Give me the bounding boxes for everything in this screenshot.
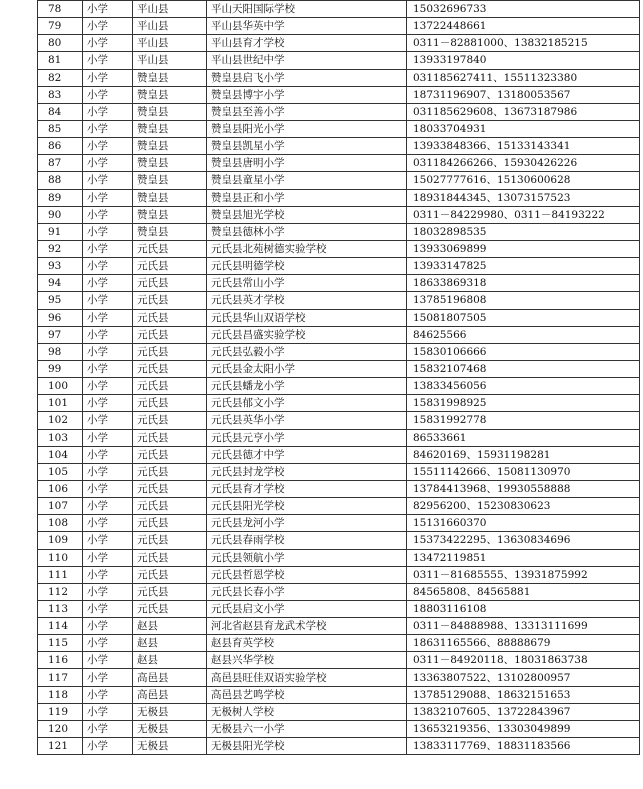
school-level-cell: 小学 bbox=[83, 69, 133, 86]
phone-cell: 0311－84888988、13313111699 bbox=[407, 618, 640, 635]
school-name-cell: 赵县兴华学校 bbox=[207, 652, 407, 669]
phone-cell: 031184266266、15930426226 bbox=[407, 155, 640, 172]
phone-cell: 13833117769、18831183566 bbox=[407, 738, 640, 755]
table-row bbox=[38, 635, 640, 652]
school-name-cell: 元氏县哲恩学校 bbox=[207, 566, 407, 583]
county-cell: 元氏县 bbox=[133, 583, 207, 600]
school-name-cell: 元氏县英才学校 bbox=[207, 292, 407, 309]
table-row bbox=[38, 412, 640, 429]
phone-cell: 15830106666 bbox=[407, 343, 640, 360]
school-level-cell: 小学 bbox=[83, 532, 133, 549]
school-level-cell: 小学 bbox=[83, 120, 133, 137]
school-name-cell: 赞皇县德林小学 bbox=[207, 223, 407, 240]
school-name-cell: 平山县世纪中学 bbox=[207, 52, 407, 69]
table-row bbox=[38, 326, 640, 343]
phone-cell: 13784413968、19930558888 bbox=[407, 480, 640, 497]
school-name-cell: 元氏县德才中学 bbox=[207, 446, 407, 463]
school-level-cell: 小学 bbox=[83, 1, 133, 18]
school-level-cell: 小学 bbox=[83, 86, 133, 103]
table-row bbox=[38, 258, 640, 275]
phone-cell: 84620169、15931198281 bbox=[407, 446, 640, 463]
row-number-cell: 103 bbox=[38, 429, 83, 446]
table-row bbox=[38, 549, 640, 566]
row-number-cell: 92 bbox=[38, 240, 83, 257]
phone-cell: 15832107468 bbox=[407, 360, 640, 377]
school-level-cell: 小学 bbox=[83, 275, 133, 292]
row-number-cell: 94 bbox=[38, 275, 83, 292]
row-number-cell: 88 bbox=[38, 172, 83, 189]
county-cell: 元氏县 bbox=[133, 515, 207, 532]
school-name-cell: 高邑县旺佳双语实验学校 bbox=[207, 669, 407, 686]
table-row bbox=[38, 652, 640, 669]
phone-cell: 15032696733 bbox=[407, 1, 640, 18]
phone-cell: 13933848366、15133143341 bbox=[407, 138, 640, 155]
school-name-cell: 平山县华英中学 bbox=[207, 18, 407, 35]
row-number-cell: 87 bbox=[38, 155, 83, 172]
school-level-cell: 小学 bbox=[83, 635, 133, 652]
table-row bbox=[38, 120, 640, 137]
phone-cell: 18731196907、13180053567 bbox=[407, 86, 640, 103]
school-name-cell: 赞皇县博宇小学 bbox=[207, 86, 407, 103]
school-name-cell: 元氏县弘毅小学 bbox=[207, 343, 407, 360]
table-row bbox=[38, 618, 640, 635]
table-row bbox=[38, 275, 640, 292]
row-number-cell: 83 bbox=[38, 86, 83, 103]
county-cell: 高邑县 bbox=[133, 686, 207, 703]
school-name-cell: 元氏县春雨学校 bbox=[207, 532, 407, 549]
table-row bbox=[38, 343, 640, 360]
phone-cell: 13933197840 bbox=[407, 52, 640, 69]
school-name-cell: 河北省赵县育龙武术学校 bbox=[207, 618, 407, 635]
county-cell: 赞皇县 bbox=[133, 69, 207, 86]
row-number-cell: 100 bbox=[38, 378, 83, 395]
row-number-cell: 119 bbox=[38, 703, 83, 720]
county-cell: 元氏县 bbox=[133, 240, 207, 257]
phone-cell: 82956200、15230830623 bbox=[407, 498, 640, 515]
school-name-cell: 元氏县郁文小学 bbox=[207, 395, 407, 412]
row-number-cell: 97 bbox=[38, 326, 83, 343]
phone-cell: 13363807522、13102800957 bbox=[407, 669, 640, 686]
school-level-cell: 小学 bbox=[83, 703, 133, 720]
row-number-cell: 117 bbox=[38, 669, 83, 686]
phone-cell: 18931844345、13073157523 bbox=[407, 189, 640, 206]
table-row bbox=[38, 18, 640, 35]
row-number-cell: 99 bbox=[38, 360, 83, 377]
county-cell: 元氏县 bbox=[133, 446, 207, 463]
school-level-cell: 小学 bbox=[83, 549, 133, 566]
table-row bbox=[38, 463, 640, 480]
table-row bbox=[38, 35, 640, 52]
school-level-cell: 小学 bbox=[83, 669, 133, 686]
school-level-cell: 小学 bbox=[83, 446, 133, 463]
school-name-cell: 元氏县金太阳小学 bbox=[207, 360, 407, 377]
school-level-cell: 小学 bbox=[83, 206, 133, 223]
phone-cell: 18631165566、88888679 bbox=[407, 635, 640, 652]
school-name-cell: 无极树人学校 bbox=[207, 703, 407, 720]
table-row bbox=[38, 395, 640, 412]
row-number-cell: 107 bbox=[38, 498, 83, 515]
county-cell: 赞皇县 bbox=[133, 172, 207, 189]
phone-cell: 0311－84229980、0311－84193222 bbox=[407, 206, 640, 223]
phone-cell: 18803116108 bbox=[407, 600, 640, 617]
county-cell: 元氏县 bbox=[133, 360, 207, 377]
school-level-cell: 小学 bbox=[83, 138, 133, 155]
row-number-cell: 95 bbox=[38, 292, 83, 309]
phone-cell: 84565808、84565881 bbox=[407, 583, 640, 600]
row-number-cell: 89 bbox=[38, 189, 83, 206]
school-name-cell: 赞皇县凯星小学 bbox=[207, 138, 407, 155]
row-number-cell: 82 bbox=[38, 69, 83, 86]
school-name-cell: 元氏县常山小学 bbox=[207, 275, 407, 292]
school-level-cell: 小学 bbox=[83, 463, 133, 480]
phone-cell: 13833456056 bbox=[407, 378, 640, 395]
phone-cell: 13722448661 bbox=[407, 18, 640, 35]
county-cell: 元氏县 bbox=[133, 343, 207, 360]
school-name-cell: 赞皇县正和小学 bbox=[207, 189, 407, 206]
phone-cell: 18032898535 bbox=[407, 223, 640, 240]
school-level-cell: 小学 bbox=[83, 172, 133, 189]
school-name-cell: 无极县阳光学校 bbox=[207, 738, 407, 755]
school-name-cell: 无极县六一小学 bbox=[207, 720, 407, 737]
phone-cell: 15027777616、15130600628 bbox=[407, 172, 640, 189]
table-row bbox=[38, 69, 640, 86]
row-number-cell: 98 bbox=[38, 343, 83, 360]
school-name-cell: 元氏县北苑树德实验学校 bbox=[207, 240, 407, 257]
table-row bbox=[38, 669, 640, 686]
table-row bbox=[38, 86, 640, 103]
county-cell: 赞皇县 bbox=[133, 155, 207, 172]
table-row bbox=[38, 738, 640, 755]
county-cell: 元氏县 bbox=[133, 600, 207, 617]
table-row bbox=[38, 172, 640, 189]
table-row bbox=[38, 378, 640, 395]
phone-cell: 13472119851 bbox=[407, 549, 640, 566]
row-number-cell: 86 bbox=[38, 138, 83, 155]
row-number-cell: 121 bbox=[38, 738, 83, 755]
county-cell: 元氏县 bbox=[133, 549, 207, 566]
school-name-cell: 元氏县英华小学 bbox=[207, 412, 407, 429]
school-level-cell: 小学 bbox=[83, 720, 133, 737]
school-name-cell: 赞皇县童星小学 bbox=[207, 172, 407, 189]
school-name-cell: 元氏县元亨小学 bbox=[207, 429, 407, 446]
row-number-cell: 79 bbox=[38, 18, 83, 35]
school-name-cell: 元氏县华山双语学校 bbox=[207, 309, 407, 326]
school-level-cell: 小学 bbox=[83, 18, 133, 35]
school-level-cell: 小学 bbox=[83, 652, 133, 669]
table-row bbox=[38, 446, 640, 463]
school-level-cell: 小学 bbox=[83, 309, 133, 326]
county-cell: 无极县 bbox=[133, 720, 207, 737]
phone-cell: 15131660370 bbox=[407, 515, 640, 532]
table-row bbox=[38, 189, 640, 206]
table-row bbox=[38, 292, 640, 309]
school-name-cell: 赞皇县阳光小学 bbox=[207, 120, 407, 137]
county-cell: 赵县 bbox=[133, 652, 207, 669]
phone-cell: 13653219356、13303049899 bbox=[407, 720, 640, 737]
table-row bbox=[38, 583, 640, 600]
school-level-cell: 小学 bbox=[83, 378, 133, 395]
row-number-cell: 101 bbox=[38, 395, 83, 412]
county-cell: 元氏县 bbox=[133, 292, 207, 309]
county-cell: 赞皇县 bbox=[133, 103, 207, 120]
phone-cell: 0311－82881000、13832185215 bbox=[407, 35, 640, 52]
school-name-cell: 元氏县育才学校 bbox=[207, 480, 407, 497]
row-number-cell: 91 bbox=[38, 223, 83, 240]
table-row bbox=[38, 498, 640, 515]
table-row bbox=[38, 703, 640, 720]
table-row bbox=[38, 566, 640, 583]
row-number-cell: 78 bbox=[38, 1, 83, 18]
phone-cell: 86533661 bbox=[407, 429, 640, 446]
school-name-cell: 平山天阳国际学校 bbox=[207, 1, 407, 18]
county-cell: 高邑县 bbox=[133, 669, 207, 686]
table-row bbox=[38, 532, 640, 549]
county-cell: 元氏县 bbox=[133, 463, 207, 480]
school-level-cell: 小学 bbox=[83, 515, 133, 532]
school-name-cell: 元氏县蟠龙小学 bbox=[207, 378, 407, 395]
school-name-cell: 元氏县明德学校 bbox=[207, 258, 407, 275]
school-level-cell: 小学 bbox=[83, 498, 133, 515]
phone-cell: 15373422295、13630834696 bbox=[407, 532, 640, 549]
phone-cell: 15081807505 bbox=[407, 309, 640, 326]
county-cell: 无极县 bbox=[133, 703, 207, 720]
school-name-cell: 元氏县封龙学校 bbox=[207, 463, 407, 480]
county-cell: 元氏县 bbox=[133, 309, 207, 326]
county-cell: 平山县 bbox=[133, 35, 207, 52]
county-cell: 平山县 bbox=[133, 1, 207, 18]
row-number-cell: 112 bbox=[38, 583, 83, 600]
table-row bbox=[38, 223, 640, 240]
county-cell: 赵县 bbox=[133, 635, 207, 652]
phone-cell: 84625566 bbox=[407, 326, 640, 343]
county-cell: 元氏县 bbox=[133, 326, 207, 343]
phone-cell: 13933147825 bbox=[407, 258, 640, 275]
phone-cell: 13933069899 bbox=[407, 240, 640, 257]
row-number-cell: 81 bbox=[38, 52, 83, 69]
phone-cell: 13832107605、13722843967 bbox=[407, 703, 640, 720]
table-row bbox=[38, 1, 640, 18]
school-level-cell: 小学 bbox=[83, 566, 133, 583]
school-name-cell: 元氏县领航小学 bbox=[207, 549, 407, 566]
school-name-cell: 赵县育英学校 bbox=[207, 635, 407, 652]
school-level-cell: 小学 bbox=[83, 52, 133, 69]
row-number-cell: 111 bbox=[38, 566, 83, 583]
school-name-cell: 元氏县昌盛实验学校 bbox=[207, 326, 407, 343]
school-level-cell: 小学 bbox=[83, 395, 133, 412]
row-number-cell: 115 bbox=[38, 635, 83, 652]
row-number-cell: 120 bbox=[38, 720, 83, 737]
school-level-cell: 小学 bbox=[83, 480, 133, 497]
row-number-cell: 96 bbox=[38, 309, 83, 326]
row-number-cell: 93 bbox=[38, 258, 83, 275]
school-level-cell: 小学 bbox=[83, 103, 133, 120]
table-row bbox=[38, 360, 640, 377]
school-name-cell: 赞皇县唐明小学 bbox=[207, 155, 407, 172]
school-level-cell: 小学 bbox=[83, 429, 133, 446]
row-number-cell: 105 bbox=[38, 463, 83, 480]
county-cell: 赵县 bbox=[133, 618, 207, 635]
school-name-cell: 平山县育才学校 bbox=[207, 35, 407, 52]
table-row bbox=[38, 515, 640, 532]
table-row bbox=[38, 155, 640, 172]
row-number-cell: 108 bbox=[38, 515, 83, 532]
school-level-cell: 小学 bbox=[83, 343, 133, 360]
county-cell: 赞皇县 bbox=[133, 86, 207, 103]
county-cell: 平山县 bbox=[133, 18, 207, 35]
school-level-cell: 小学 bbox=[83, 326, 133, 343]
school-name-cell: 元氏县阳光学校 bbox=[207, 498, 407, 515]
school-name-cell: 赞皇县启飞小学 bbox=[207, 69, 407, 86]
county-cell: 元氏县 bbox=[133, 480, 207, 497]
row-number-cell: 114 bbox=[38, 618, 83, 635]
table-body bbox=[38, 1, 640, 755]
table-row bbox=[38, 309, 640, 326]
school-level-cell: 小学 bbox=[83, 686, 133, 703]
table-row bbox=[38, 138, 640, 155]
school-level-cell: 小学 bbox=[83, 155, 133, 172]
row-number-cell: 85 bbox=[38, 120, 83, 137]
school-level-cell: 小学 bbox=[83, 600, 133, 617]
row-number-cell: 118 bbox=[38, 686, 83, 703]
school-level-cell: 小学 bbox=[83, 618, 133, 635]
phone-cell: 031185629608、13673187986 bbox=[407, 103, 640, 120]
phone-cell: 18633869318 bbox=[407, 275, 640, 292]
table-row bbox=[38, 720, 640, 737]
school-level-cell: 小学 bbox=[83, 189, 133, 206]
school-level-cell: 小学 bbox=[83, 223, 133, 240]
row-number-cell: 80 bbox=[38, 35, 83, 52]
phone-cell: 18033704931 bbox=[407, 120, 640, 137]
phone-cell: 13785129088、18632151653 bbox=[407, 686, 640, 703]
school-level-cell: 小学 bbox=[83, 583, 133, 600]
school-name-cell: 高邑县艺鸣学校 bbox=[207, 686, 407, 703]
table-row bbox=[38, 206, 640, 223]
school-level-cell: 小学 bbox=[83, 738, 133, 755]
school-name-cell: 赞皇县至善小学 bbox=[207, 103, 407, 120]
school-level-cell: 小学 bbox=[83, 412, 133, 429]
row-number-cell: 113 bbox=[38, 600, 83, 617]
school-list-table bbox=[37, 0, 640, 755]
row-number-cell: 110 bbox=[38, 549, 83, 566]
county-cell: 元氏县 bbox=[133, 275, 207, 292]
school-name-cell: 赞皇县旭光学校 bbox=[207, 206, 407, 223]
row-number-cell: 90 bbox=[38, 206, 83, 223]
county-cell: 元氏县 bbox=[133, 258, 207, 275]
school-name-cell: 元氏县启文小学 bbox=[207, 600, 407, 617]
county-cell: 元氏县 bbox=[133, 429, 207, 446]
phone-cell: 0311－84920118、18031863738 bbox=[407, 652, 640, 669]
table-row bbox=[38, 600, 640, 617]
county-cell: 元氏县 bbox=[133, 412, 207, 429]
school-name-cell: 元氏县长春小学 bbox=[207, 583, 407, 600]
school-level-cell: 小学 bbox=[83, 240, 133, 257]
county-cell: 元氏县 bbox=[133, 532, 207, 549]
row-number-cell: 109 bbox=[38, 532, 83, 549]
phone-cell: 13785196808 bbox=[407, 292, 640, 309]
county-cell: 赞皇县 bbox=[133, 206, 207, 223]
table-row bbox=[38, 52, 640, 69]
school-level-cell: 小学 bbox=[83, 258, 133, 275]
school-level-cell: 小学 bbox=[83, 292, 133, 309]
county-cell: 赞皇县 bbox=[133, 189, 207, 206]
county-cell: 元氏县 bbox=[133, 378, 207, 395]
county-cell: 元氏县 bbox=[133, 566, 207, 583]
school-level-cell: 小学 bbox=[83, 360, 133, 377]
county-cell: 赞皇县 bbox=[133, 223, 207, 240]
row-number-cell: 106 bbox=[38, 480, 83, 497]
row-number-cell: 116 bbox=[38, 652, 83, 669]
county-cell: 平山县 bbox=[133, 52, 207, 69]
phone-cell: 031185627411、15511323380 bbox=[407, 69, 640, 86]
phone-cell: 15831992778 bbox=[407, 412, 640, 429]
table-row bbox=[38, 429, 640, 446]
phone-cell: 0311－81685555、13931875992 bbox=[407, 566, 640, 583]
county-cell: 元氏县 bbox=[133, 498, 207, 515]
row-number-cell: 84 bbox=[38, 103, 83, 120]
row-number-cell: 104 bbox=[38, 446, 83, 463]
table-row bbox=[38, 686, 640, 703]
phone-cell: 15831998925 bbox=[407, 395, 640, 412]
county-cell: 赞皇县 bbox=[133, 120, 207, 137]
table-row bbox=[38, 103, 640, 120]
school-level-cell: 小学 bbox=[83, 35, 133, 52]
county-cell: 赞皇县 bbox=[133, 138, 207, 155]
phone-cell: 15511142666、15081130970 bbox=[407, 463, 640, 480]
table-row bbox=[38, 480, 640, 497]
county-cell: 元氏县 bbox=[133, 395, 207, 412]
table-row bbox=[38, 240, 640, 257]
county-cell: 无极县 bbox=[133, 738, 207, 755]
row-number-cell: 102 bbox=[38, 412, 83, 429]
school-name-cell: 元氏县龙河小学 bbox=[207, 515, 407, 532]
